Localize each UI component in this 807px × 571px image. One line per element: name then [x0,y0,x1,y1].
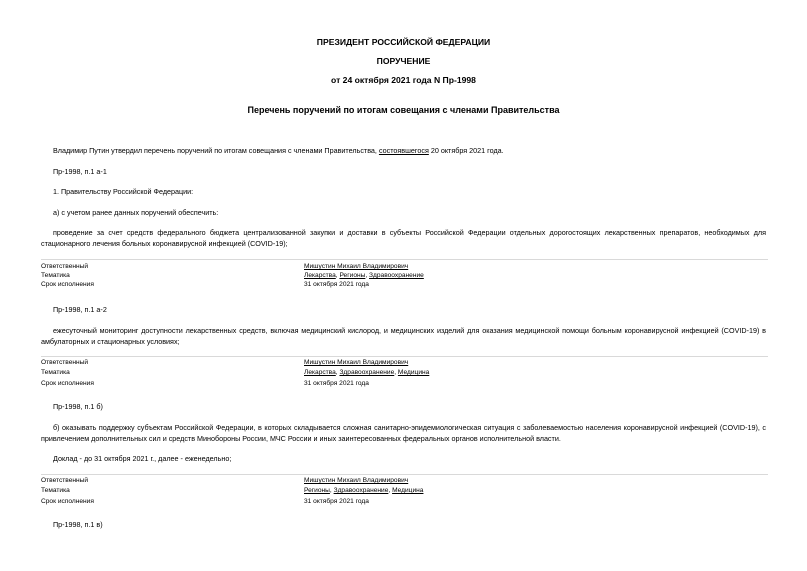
topic-link[interactable]: Здравоохранение [339,369,395,376]
topic-link[interactable]: Лекарства [304,369,336,376]
org-heading: ПРЕЗИДЕНТ РОССИЙСКОЙ ФЕДЕРАЦИИ [316,37,491,47]
topic-separator: , [394,369,398,376]
item-a-heading: а) с учетом ранее данных поручений обеспечить: [53,208,219,217]
intro-text-after: 20 октября 2021 года. [428,146,504,155]
topic-link[interactable]: Медицина [392,487,424,494]
responsible-link[interactable]: Мишустин Михаил Владимирович [304,359,409,366]
topic-label: Тематика [41,487,70,494]
topic-links [304,368,429,377]
topic-link[interactable]: Здравоохранение [369,272,424,279]
deadline-value: 31 октября 2021 года [304,498,369,505]
report-deadline: Доклад - до 31 октября 2021 г., далее - еженедельно; [53,454,232,463]
document-title: Перечень поручений по итогам совещания с членами Правительства [247,105,560,115]
block-1 [0,262,807,292]
topic-separator: , [335,272,340,279]
topic-links [304,486,423,495]
responsible-label: Ответственный [41,263,89,270]
intro-link[interactable]: состоявшегося [378,146,429,155]
paragraph-2: ежесуточный мониторинг доступности лекарственных средств, включая медицинский кислород, и медицинских изделий для оказания медицинской помощи больным коронавирусной инфекцией (COVID-19) в амбулаторных и стационарных условиях; [41,326,766,346]
block-2 [0,358,807,388]
doc-type-heading: ПОРУЧЕНИЕ [376,56,431,66]
deadline-value: 31 октября 2021 года [304,281,369,288]
topic-separator: , [335,369,340,376]
paragraph-3: б) оказывать поддержку субъектам Российской Федерации, в которых складывается сложная санитарно-эпидемиологическая ситуация с заболеваемостью населения коронавирусной инфекцией (COVID-19), с привлечением дополнительных сил и средств Минобороны России, МЧС России и иных заинтересованных федеральных органов исполнительной власти. [41,423,766,443]
topic-separator: , [365,272,370,279]
block-2-divider [41,356,768,357]
topic-link[interactable]: Регионы [339,272,366,279]
order-code-2: Пр-1998, п.1 а-2 [53,305,107,314]
topic-label: Тематика [41,272,70,279]
deadline-label: Срок исполнения [41,498,94,505]
block-3-divider [41,474,768,475]
item-1-heading: 1. Правительству Российской Федерации: [53,187,194,196]
responsible-label: Ответственный [41,359,89,366]
topic-separator: , [329,487,334,494]
topic-link[interactable]: Здравоохранение [333,487,389,494]
topic-link[interactable]: Медицина [397,369,430,376]
responsible-link[interactable]: Мишустин Михаил Владимирович [304,477,409,484]
block-3 [0,476,807,506]
intro-paragraph [53,145,773,156]
topic-label: Тематика [41,369,70,376]
intro-text-before: Владимир Путин утвердил перечень поручений по итогам совещания с членами Правительства, [53,146,379,155]
topic-link[interactable]: Лекарства [304,272,336,279]
deadline-value: 31 октября 2021 года [304,380,369,387]
block-1-divider [41,259,768,260]
responsible-label: Ответственный [41,477,89,484]
doc-date-heading: от 24 октября 2021 года N Пр-1998 [331,75,476,85]
deadline-label: Срок исполнения [41,281,94,288]
order-code-3: Пр-1998, п.1 б) [53,402,103,411]
order-code-4: Пр-1998, п.1 в) [53,520,103,529]
topic-link[interactable]: Регионы [304,487,330,494]
topic-separator: , [388,487,393,494]
paragraph-1: проведение за счет средств федерального бюджета централизованной закупки и доставки в субъекты Российской Федерации отдельных дорогостоящих лекарственных препаратов, необходимых для стационарного лечения больных коронавирусной инфекцией (COVID-19); [41,228,766,248]
deadline-label: Срок исполнения [41,380,94,387]
topic-links [304,271,424,280]
responsible-link[interactable]: Мишустин Михаил Владимирович [304,263,409,270]
order-code-1: Пр-1998, п.1 а-1 [53,167,107,176]
